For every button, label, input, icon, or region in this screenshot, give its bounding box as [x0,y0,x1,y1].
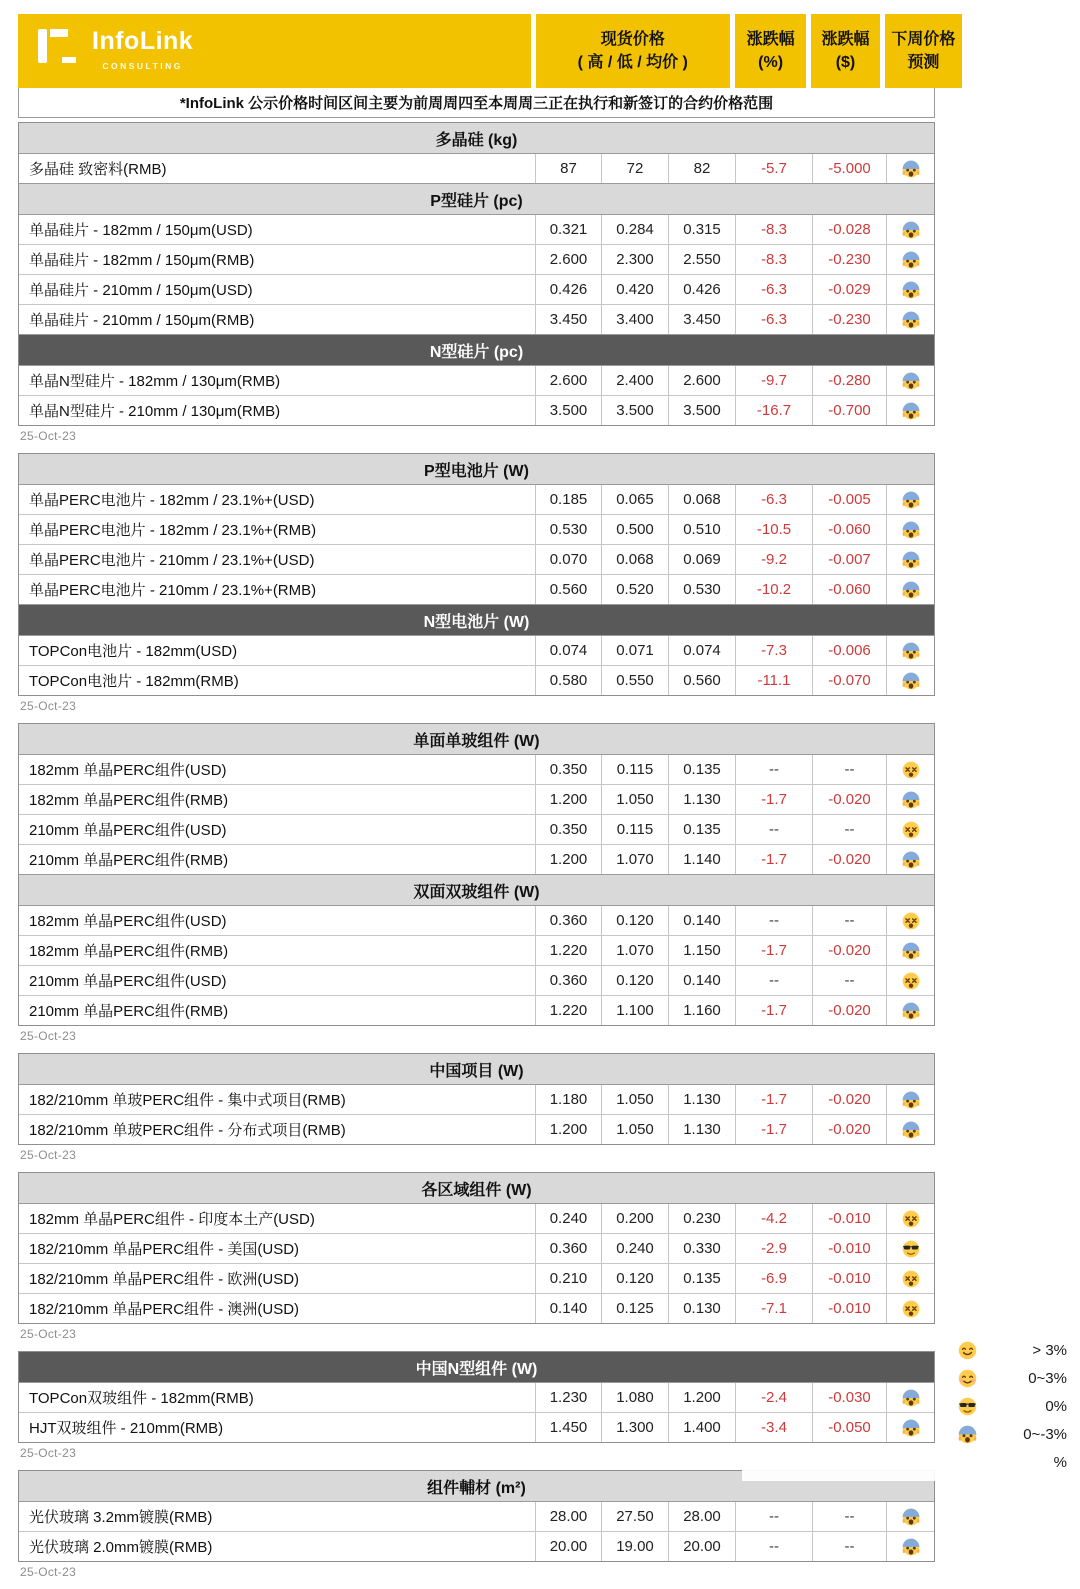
price-low: 0.068 [601,545,668,574]
table-blocks [18,122,968,1579]
report-sheet [18,14,968,1589]
product-label: 单晶PERC电池片 - 210mm / 23.1%+(RMB) [29,582,317,599]
table-row [19,1233,934,1263]
table-row [19,1085,934,1114]
change-usd: -0.028 [812,215,886,244]
change-usd: -0.010 [812,1294,886,1323]
price-avg: 1.130 [668,1115,735,1144]
product-label: 182mm 单晶PERC组件 - 印度本土产(USD) [29,1211,315,1228]
price-avg: 2.550 [668,245,735,274]
change-percent: -1.7 [735,785,812,814]
price-low: 0.115 [601,755,668,784]
price-avg: 0.135 [668,815,735,844]
price-block [18,1351,935,1443]
price-avg: 0.315 [668,215,735,244]
date-stamp: 25-Oct-23 [20,1327,77,1341]
report-header [18,14,962,88]
scream-face [886,1532,934,1561]
scream-face [886,666,934,695]
price-low: 1.300 [601,1413,668,1442]
product-label: 182/210mm 单晶PERC组件 - 欧洲(USD) [29,1271,300,1288]
product-label: 单晶硅片 - 182mm / 150μm(RMB) [29,252,255,269]
date-stamp: 25-Oct-23 [20,1565,77,1579]
price-high: 0.140 [535,1294,601,1323]
scream-face [886,275,934,304]
change-usd: -0.030 [812,1383,886,1412]
change-percent: -6.3 [735,275,812,304]
price-avg: 0.069 [668,545,735,574]
product-label: 182mm 单晶PERC组件(USD) [29,762,227,779]
table-row [19,784,934,814]
scream-face [886,1115,934,1144]
change-usd: -0.010 [812,1264,886,1293]
change-percent: -- [735,966,812,995]
price-high: 28.00 [535,1502,601,1531]
change-percent: -7.3 [735,636,812,665]
price-avg: 1.400 [668,1413,735,1442]
price-low: 0.115 [601,815,668,844]
price-low: 1.050 [601,785,668,814]
legend-label: 0~3% [1028,1369,1067,1387]
scream-face [886,485,934,514]
price-low: 0.120 [601,966,668,995]
change-percent: -1.7 [735,936,812,965]
price-block [18,1053,935,1145]
white-overlay [742,1444,1020,1481]
product-label: 210mm 单晶PERC组件(RMB) [29,1003,229,1020]
price-block [18,1470,935,1562]
table-row [19,1263,934,1293]
scream-face [886,245,934,274]
table-row [19,366,934,395]
change-usd: -0.006 [812,636,886,665]
price-avg: 0.068 [668,485,735,514]
product-label: 单晶N型硅片 - 182mm / 130μm(RMB) [29,373,281,390]
price-low: 1.050 [601,1085,668,1114]
product-label: 182mm 单晶PERC组件(RMB) [29,943,229,960]
table-row [19,304,934,334]
price-low: 1.080 [601,1383,668,1412]
blush-face [955,1368,979,1389]
price-high: 87 [535,154,601,183]
price-high: 0.360 [535,1234,601,1263]
date-stamp: 25-Oct-23 [20,1446,77,1460]
change-usd: -- [812,1502,886,1531]
price-avg: 2.600 [668,366,735,395]
price-high: 0.350 [535,755,601,784]
product-label: 182/210mm 单晶PERC组件 - 美国(USD) [29,1241,300,1258]
price-high: 1.220 [535,936,601,965]
table-row [19,965,934,995]
logo-subtitle: CONSULTING [102,61,183,72]
change-usd: -- [812,1532,886,1561]
logo-brand: InfoLink [92,27,194,56]
date-stamp: 25-Oct-23 [20,699,77,713]
change-usd: -- [812,755,886,784]
product-label: TOPCon电池片 - 182mm(USD) [29,643,238,660]
change-usd: -0.060 [812,575,886,604]
price-avg: 1.150 [668,936,735,965]
change-usd: -0.020 [812,1085,886,1114]
product-label: 单晶PERC电池片 - 182mm / 23.1%+(USD) [29,492,315,509]
change-usd: -0.230 [812,245,886,274]
change-usd: -0.020 [812,845,886,874]
product-label: 182mm 单晶PERC组件(RMB) [29,792,229,809]
price-high: 0.074 [535,636,601,665]
change-percent: -1.7 [735,1085,812,1114]
price-high: 0.360 [535,966,601,995]
scream-face [886,366,934,395]
product-label: 多晶硅 致密料(RMB) [29,161,167,178]
change-usd: -0.060 [812,515,886,544]
product-label: 182/210mm 单玻PERC组件 - 分布式项目(RMB) [29,1122,346,1139]
change-percent: -- [735,906,812,935]
change-usd: -- [812,906,886,935]
price-high: 0.350 [535,815,601,844]
price-low: 1.070 [601,936,668,965]
price-block [18,723,935,1026]
change-percent: -2.9 [735,1234,812,1263]
price-low: 19.00 [601,1532,668,1561]
column-header-spot-price: 现货价格 ( 高 / 低 / 均价 ) [536,14,730,88]
scream-face [886,1085,934,1114]
price-low: 0.240 [601,1234,668,1263]
price-avg: 0.530 [668,575,735,604]
change-percent: -1.7 [735,1115,812,1144]
change-usd: -0.005 [812,485,886,514]
table-row [19,485,934,514]
legend-label: % [1053,1453,1067,1471]
table-row [19,935,934,965]
column-header-change-percent: 涨跌幅 (%) [735,14,806,88]
table-row [19,1204,934,1233]
change-percent: -4.2 [735,1204,812,1233]
price-high: 0.426 [535,275,601,304]
change-percent: -- [735,815,812,844]
legend-label: > 3% [1032,1341,1067,1359]
product-label: 单晶N型硅片 - 210mm / 130μm(RMB) [29,403,281,420]
product-label: 210mm 单晶PERC组件(USD) [29,973,227,990]
price-high: 1.450 [535,1413,601,1442]
scream-face [886,636,934,665]
table-row [19,1531,934,1561]
change-percent: -16.7 [735,396,812,425]
product-label: 光伏玻璃 3.2mm镀膜(RMB) [29,1509,213,1526]
change-percent: -7.1 [735,1294,812,1323]
price-high: 0.360 [535,906,601,935]
price-block [18,1172,935,1324]
scream-face [886,996,934,1025]
section-header: 组件輔材 (m²) [19,1471,934,1502]
scream-face [886,936,934,965]
price-low: 0.520 [601,575,668,604]
product-label: 单晶PERC电池片 - 182mm / 23.1%+(RMB) [29,522,317,539]
price-low: 0.071 [601,636,668,665]
price-low: 0.120 [601,1264,668,1293]
price-high: 0.580 [535,666,601,695]
change-usd: -0.029 [812,275,886,304]
column-header-change-usd: 涨跌幅 ($) [811,14,879,88]
table-row [19,1114,934,1144]
scream-face [886,1383,934,1412]
change-usd: -0.070 [812,666,886,695]
change-percent: -8.3 [735,245,812,274]
change-percent: -11.1 [735,666,812,695]
table-row [19,814,934,844]
price-avg: 0.230 [668,1204,735,1233]
product-label: 210mm 单晶PERC组件(USD) [29,822,227,839]
price-low: 27.50 [601,1502,668,1531]
table-row [19,514,934,544]
change-usd: -0.020 [812,936,886,965]
price-high: 0.560 [535,575,601,604]
scream-face [886,545,934,574]
table-row [19,154,934,183]
price-high: 1.230 [535,1383,601,1412]
change-usd: -0.280 [812,366,886,395]
table-row [19,665,934,695]
price-high: 2.600 [535,245,601,274]
change-usd: -- [812,815,886,844]
date-stamp: 25-Oct-23 [20,1148,77,1162]
table-row [19,244,934,274]
dizzy-face [886,1204,934,1233]
change-percent: -10.2 [735,575,812,604]
price-high: 1.200 [535,845,601,874]
change-usd: -0.020 [812,1115,886,1144]
product-label: 182/210mm 单晶PERC组件 - 澳洲(USD) [29,1301,300,1318]
price-low: 3.400 [601,305,668,334]
change-percent: -8.3 [735,215,812,244]
change-percent: -- [735,1502,812,1531]
price-avg: 0.135 [668,755,735,784]
price-block [18,122,935,426]
product-label: 单晶硅片 - 210mm / 150μm(RMB) [29,312,255,329]
change-usd: -0.007 [812,545,886,574]
change-percent: -2.4 [735,1383,812,1412]
price-avg: 0.135 [668,1264,735,1293]
column-header-forecast: 下周价格 预测 [885,14,962,88]
price-low: 1.100 [601,996,668,1025]
change-usd: -0.010 [812,1234,886,1263]
price-high: 0.185 [535,485,601,514]
scream-face [886,1413,934,1442]
change-percent: -- [735,755,812,784]
product-label: 单晶PERC电池片 - 210mm / 23.1%+(USD) [29,552,315,569]
section-header: 单面单玻组件 (W) [19,724,934,755]
change-percent: -5.7 [735,154,812,183]
scream-face [886,215,934,244]
price-avg: 0.510 [668,515,735,544]
dizzy-face [886,1294,934,1323]
table-row [19,574,934,604]
change-percent: -9.2 [735,545,812,574]
price-low: 0.550 [601,666,668,695]
product-label: 单晶硅片 - 182mm / 150μm(USD) [29,222,253,239]
change-percent: -6.9 [735,1264,812,1293]
product-label: TOPCon电池片 - 182mm(RMB) [29,673,239,690]
table-row [19,544,934,574]
price-period-note: *InfoLink 公示价格时间区间主要为前周周四至本周周三正在执行和新签订的合约价格范围 [18,88,935,118]
price-avg: 0.140 [668,966,735,995]
change-percent: -9.7 [735,366,812,395]
price-high: 0.321 [535,215,601,244]
section-header: P型电池片 (W) [19,454,934,485]
price-avg: 0.140 [668,906,735,935]
table-row [19,636,934,665]
scream-face [886,154,934,183]
price-high: 1.180 [535,1085,601,1114]
change-percent: -3.4 [735,1413,812,1442]
legend-label: 0% [1045,1397,1067,1415]
table-row [19,1293,934,1323]
price-low: 0.284 [601,215,668,244]
table-row [19,215,934,244]
product-label: 182mm 单晶PERC组件(USD) [29,913,227,930]
dizzy-face [886,755,934,784]
price-low: 2.400 [601,366,668,395]
scream-face [955,1424,979,1445]
price-avg: 3.500 [668,396,735,425]
table-row [19,1383,934,1412]
product-label: 光伏玻璃 2.0mm镀膜(RMB) [29,1539,213,1556]
price-low: 3.500 [601,396,668,425]
change-usd: -0.050 [812,1413,886,1442]
cool-face [955,1396,979,1417]
legend-label: 0~-3% [1023,1425,1067,1443]
price-avg: 0.560 [668,666,735,695]
price-high: 0.210 [535,1264,601,1293]
scream-face [886,305,934,334]
scream-face [886,1502,934,1531]
price-low: 0.500 [601,515,668,544]
product-label: 210mm 单晶PERC组件(RMB) [29,852,229,869]
change-percent: -- [735,1532,812,1561]
price-low: 72 [601,154,668,183]
price-high: 2.600 [535,366,601,395]
price-high: 0.070 [535,545,601,574]
price-avg: 82 [668,154,735,183]
change-percent: -6.3 [735,485,812,514]
price-avg: 0.330 [668,1234,735,1263]
price-low: 1.070 [601,845,668,874]
price-high: 1.200 [535,1115,601,1144]
change-usd: -0.010 [812,1204,886,1233]
section-header: 中国N型组件 (W) [19,1352,934,1383]
price-avg: 1.200 [668,1383,735,1412]
price-avg: 0.130 [668,1294,735,1323]
price-avg: 1.140 [668,845,735,874]
change-percent: -10.5 [735,515,812,544]
price-high: 1.200 [535,785,601,814]
product-label: HJT双玻组件 - 210mm(RMB) [29,1420,224,1437]
table-row [19,274,934,304]
price-high: 20.00 [535,1532,601,1561]
price-low: 0.420 [601,275,668,304]
scream-face [886,515,934,544]
price-low: 0.200 [601,1204,668,1233]
product-label: TOPCon双玻组件 - 182mm(RMB) [29,1390,254,1407]
smile-face [955,1340,979,1361]
table-row [19,1502,934,1531]
change-usd: -0.020 [812,785,886,814]
scream-face [886,396,934,425]
date-stamp: 25-Oct-23 [20,1029,77,1043]
change-usd: -0.230 [812,305,886,334]
table-row [19,395,934,425]
change-percent: -1.7 [735,845,812,874]
product-label: 182/210mm 单玻PERC组件 - 集中式项目(RMB) [29,1092,346,1109]
section-header: 各区域组件 (W) [19,1173,934,1204]
legend-row [955,1364,1067,1392]
scream-face [886,845,934,874]
change-usd: -0.700 [812,396,886,425]
section-header: 双面双玻组件 (W) [19,874,934,906]
price-high: 3.500 [535,396,601,425]
price-avg: 1.130 [668,1085,735,1114]
change-usd: -- [812,966,886,995]
price-avg: 0.074 [668,636,735,665]
dizzy-face [886,1264,934,1293]
logo [18,14,531,88]
section-header: N型电池片 (W) [19,604,934,636]
price-high: 0.240 [535,1204,601,1233]
price-avg: 1.130 [668,785,735,814]
dizzy-face [886,906,934,935]
scream-face [886,785,934,814]
section-header: 多晶硅 (kg) [19,123,934,154]
price-low: 2.300 [601,245,668,274]
scream-face [886,575,934,604]
table-row [19,755,934,784]
price-high: 1.220 [535,996,601,1025]
infolink-logo-icon [36,25,82,76]
price-block [18,453,935,696]
section-header: N型硅片 (pc) [19,334,934,366]
table-row [19,906,934,935]
cool-face [886,1234,934,1263]
change-percent: -1.7 [735,996,812,1025]
price-low: 0.065 [601,485,668,514]
table-row [19,844,934,874]
price-low: 0.125 [601,1294,668,1323]
legend-row [955,1336,1067,1364]
legend-row [955,1392,1067,1420]
section-header: P型硅片 (pc) [19,183,934,215]
price-high: 0.530 [535,515,601,544]
change-usd: -5.000 [812,154,886,183]
price-avg: 1.160 [668,996,735,1025]
table-row [19,995,934,1025]
product-label: 单晶硅片 - 210mm / 150μm(USD) [29,282,253,299]
change-percent: -6.3 [735,305,812,334]
date-stamp: 25-Oct-23 [20,429,77,443]
price-low: 0.120 [601,906,668,935]
dizzy-face [886,966,934,995]
section-header: 中国项目 (W) [19,1054,934,1085]
price-avg: 20.00 [668,1532,735,1561]
price-avg: 28.00 [668,1502,735,1531]
price-low: 1.050 [601,1115,668,1144]
table-row [19,1412,934,1442]
price-avg: 3.450 [668,305,735,334]
dizzy-face [886,815,934,844]
price-high: 3.450 [535,305,601,334]
change-usd: -0.020 [812,996,886,1025]
price-avg: 0.426 [668,275,735,304]
